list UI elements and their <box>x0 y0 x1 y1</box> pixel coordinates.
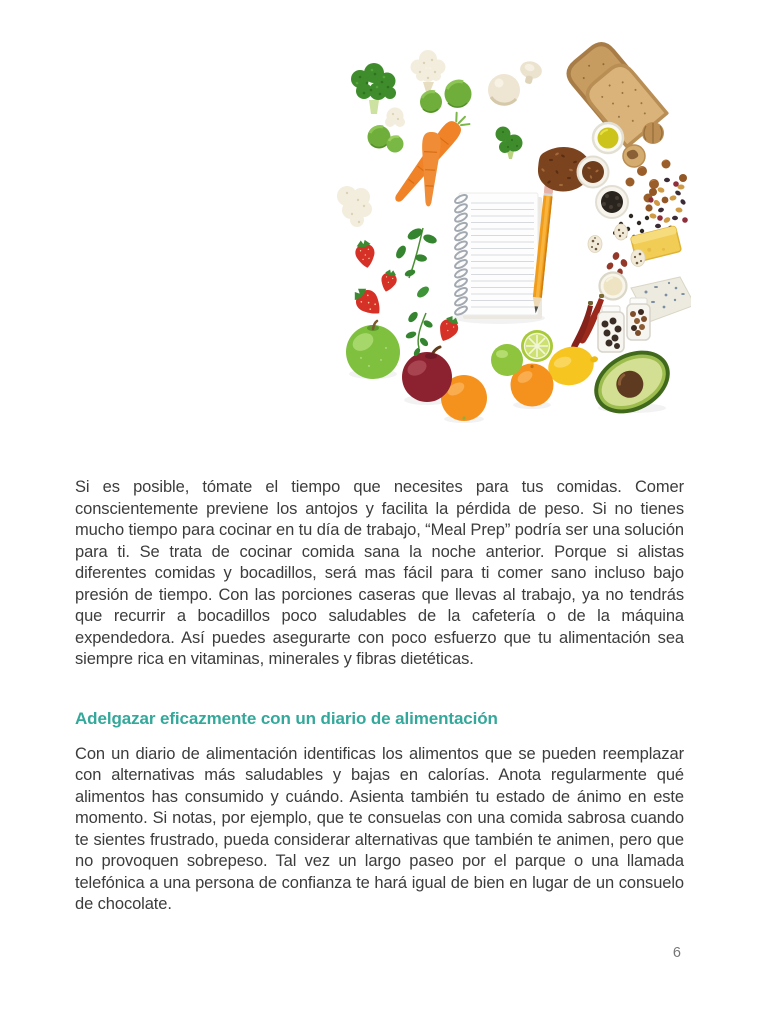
notebook <box>454 193 542 319</box>
page-content <box>75 477 684 916</box>
broccoli-large <box>351 63 396 114</box>
paragraph-food-diary: Con un diario de alimentación identificas los alimentos que se pueden reemplazar con alternativas más saludables y bajas en calorías. Anota regularmente qué alimentos has consumido y cuándo. Asienta también tu estado de ánimo en este momento. Si notas, por ejemplo, que te consuelas con una comida sabrosa cuando te sientes frustrado, pueda considerar alternativas que también te animen, pero que no provoquen sobrepeso. Tal vez un largo paseo por el parque o una llamada telefónica a una persona de confianza te hará igual de bien en lugar de un consuelo de chocolate. <box>75 744 684 913</box>
basil-leaves <box>394 226 438 357</box>
section-heading: Adelgazar eficazmente con un diario de alimentación <box>75 708 498 728</box>
red-apple <box>402 347 452 402</box>
mushrooms <box>488 59 544 106</box>
cauliflower-top <box>411 50 446 92</box>
flax-seeds <box>538 147 609 192</box>
lime-whole <box>491 344 523 376</box>
rose-hips <box>605 251 628 275</box>
green-apple <box>346 321 400 379</box>
lime-half <box>521 330 553 362</box>
jars <box>598 298 650 352</box>
cauliflower-left <box>337 186 372 227</box>
olive-oil-bowl <box>593 123 623 153</box>
broccoli-small <box>496 127 523 160</box>
food-photo <box>331 30 691 440</box>
cauliflower-floret <box>385 108 405 128</box>
page-number: 6 <box>672 945 681 961</box>
paragraph-meal-prep: Si es posible, tómate el tiempo que necesites para tus comidas. Comer conscientemente previene los antojos y facilita la pérdida de peso. Si no tienes mucho tiempo para cocinar en tu día de trabajo, “Meal Prep” podría ser una solución para ti. Se trata de cocinar comida sana la noche anterior. Porque si alistas diferentes comidas y bocadillos, será mas fácil para ti comer sano incluso bajo presión de tiempo. Con las porciones caseras que llevas al trabajo, ya no tendrás que recurrir a bocadillos poco saludables de la cafetería o de la máquina expendedora. Así puedes asegurarte con poco esfuerzo que tu alimentación sea siempre rica en vitaminas, minerales y fibras dietéticas. <box>75 478 684 668</box>
